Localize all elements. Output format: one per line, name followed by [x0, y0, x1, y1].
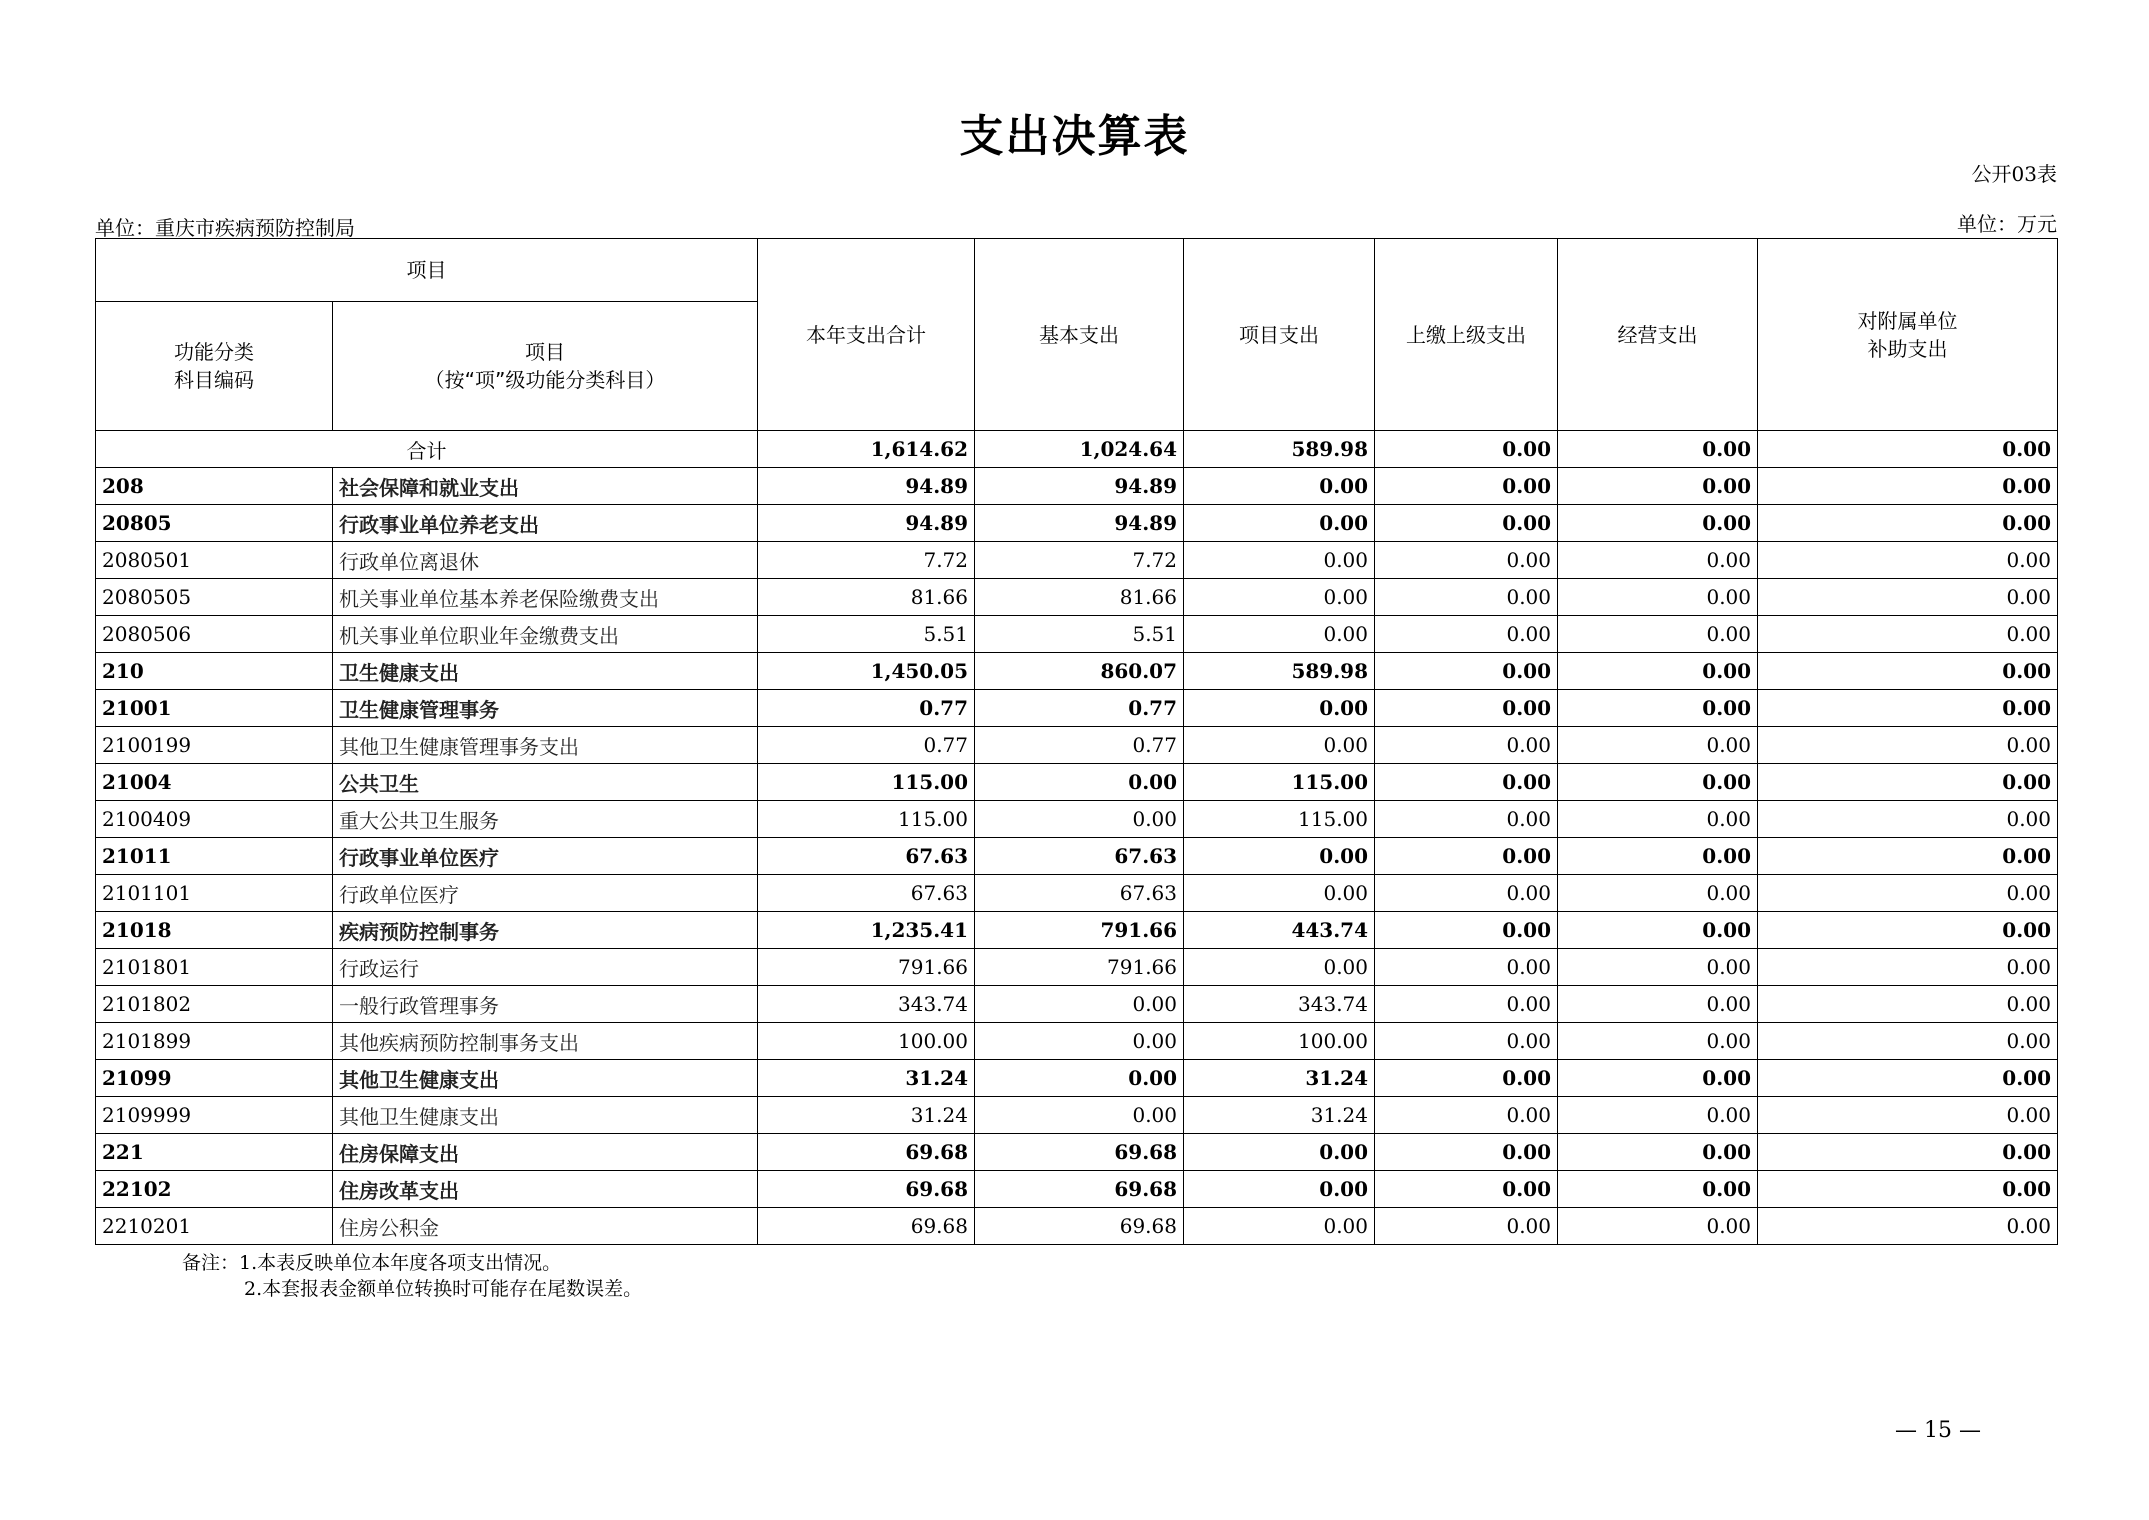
row-value: 0.00: [1375, 727, 1558, 764]
row-value: 0.77: [975, 690, 1184, 727]
row-name: 行政单位离退休: [333, 542, 758, 579]
header-code-line1: 功能分类: [174, 340, 254, 364]
row-value: 0.00: [1758, 542, 2058, 579]
row-name: 一般行政管理事务: [333, 986, 758, 1023]
row-value: 0.00: [975, 764, 1184, 801]
table-row: [96, 912, 2058, 949]
row-code: 21004: [96, 764, 333, 801]
row-code: 2210201: [96, 1208, 333, 1245]
row-value: 0.00: [1184, 505, 1375, 542]
row-value: 0.00: [975, 1097, 1184, 1134]
note-line-2: 2.本套报表金额单位转换时可能存在尾数误差。: [244, 1278, 643, 1300]
row-value: 0.00: [1375, 616, 1558, 653]
row-value: 0.00: [1758, 949, 2058, 986]
row-value: 69.68: [758, 1134, 975, 1171]
header-total: 本年支出合计: [758, 239, 975, 431]
row-value: 69.68: [975, 1171, 1184, 1208]
row-code: 21099: [96, 1060, 333, 1097]
row-name: 其他卫生健康支出: [333, 1060, 758, 1097]
row-code: 208: [96, 468, 333, 505]
row-value: 0.00: [1375, 468, 1558, 505]
row-value: 0.00: [1375, 1208, 1558, 1245]
row-value: 31.24: [1184, 1097, 1375, 1134]
row-value: 0.00: [1184, 1134, 1375, 1171]
row-value: 81.66: [975, 579, 1184, 616]
row-value: 0.00: [1375, 1097, 1558, 1134]
row-value: 0.00: [975, 1060, 1184, 1097]
row-value: 69.68: [975, 1134, 1184, 1171]
header-project: 项目: [96, 239, 758, 302]
row-value: 0.00: [1375, 912, 1558, 949]
row-value: 0.00: [1758, 653, 2058, 690]
header-business: 经营支出: [1558, 239, 1758, 431]
total-cell: 0.00: [1758, 431, 2058, 468]
row-value: 94.89: [758, 505, 975, 542]
row-value: 0.00: [1375, 801, 1558, 838]
header-subsidy-line1: 对附属单位: [1857, 308, 1958, 333]
row-code: 2101802: [96, 986, 333, 1023]
row-value: 1,235.41: [758, 912, 975, 949]
row-code: 210: [96, 653, 333, 690]
row-value: 0.00: [1758, 1023, 2058, 1060]
table-row: [96, 1171, 2058, 1208]
row-name: 疾病预防控制事务: [333, 912, 758, 949]
row-value: 0.00: [1184, 1208, 1375, 1245]
row-value: 0.00: [1558, 1023, 1758, 1060]
row-value: 0.77: [975, 727, 1184, 764]
row-value: 115.00: [1184, 801, 1375, 838]
row-value: 94.89: [975, 505, 1184, 542]
row-value: 94.89: [758, 468, 975, 505]
row-code: 21011: [96, 838, 333, 875]
row-value: 0.00: [1758, 1097, 2058, 1134]
row-name: 公共卫生: [333, 764, 758, 801]
row-value: 69.68: [975, 1208, 1184, 1245]
row-code: 20805: [96, 505, 333, 542]
row-value: 0.00: [1558, 1134, 1758, 1171]
row-value: 0.00: [1758, 505, 2058, 542]
row-value: 0.00: [1558, 468, 1758, 505]
row-value: 860.07: [975, 653, 1184, 690]
row-name: 行政事业单位养老支出: [333, 505, 758, 542]
total-cell: 0.00: [1375, 431, 1558, 468]
row-value: 0.00: [1558, 986, 1758, 1023]
row-value: 0.00: [1758, 875, 2058, 912]
row-name: 机关事业单位基本养老保险缴费支出: [333, 579, 758, 616]
reporting-unit: 单位：重庆市疾病预防控制局: [95, 216, 355, 240]
row-code: 2101801: [96, 949, 333, 986]
row-value: 81.66: [758, 579, 975, 616]
row-value: 791.66: [975, 949, 1184, 986]
total-cell: 0.00: [1558, 431, 1758, 468]
row-value: 0.00: [1375, 1060, 1558, 1097]
row-name: 行政单位医疗: [333, 875, 758, 912]
row-code: 21018: [96, 912, 333, 949]
row-name: 卫生健康管理事务: [333, 690, 758, 727]
page-number: — 15 —: [1895, 1418, 1981, 1443]
row-value: 0.00: [1375, 542, 1558, 579]
row-code: 2080501: [96, 542, 333, 579]
row-value: 0.00: [1375, 986, 1558, 1023]
row-name: 住房保障支出: [333, 1134, 758, 1171]
row-value: 0.00: [1184, 875, 1375, 912]
row-value: 0.00: [1558, 616, 1758, 653]
row-value: 0.00: [1558, 727, 1758, 764]
row-value: 0.00: [1375, 1134, 1558, 1171]
row-value: 0.00: [1558, 1208, 1758, 1245]
row-name: 行政事业单位医疗: [333, 838, 758, 875]
row-value: 1,450.05: [758, 653, 975, 690]
row-code: 2100409: [96, 801, 333, 838]
row-value: 0.00: [1184, 616, 1375, 653]
header-item: [333, 302, 758, 431]
row-value: 94.89: [975, 468, 1184, 505]
row-value: 0.00: [1758, 1208, 2058, 1245]
page-title: 支出决算表: [959, 111, 1190, 162]
row-value: 0.00: [1758, 468, 2058, 505]
row-value: 0.00: [1375, 690, 1558, 727]
row-name: 其他卫生健康支出: [333, 1097, 758, 1134]
row-value: 67.63: [758, 838, 975, 875]
header-item-line1: 项目: [525, 340, 565, 364]
row-value: 0.00: [1758, 838, 2058, 875]
form-number: 公开03表: [1971, 162, 2057, 186]
header-item-line2: （按“项”级功能分类科目）: [424, 368, 666, 392]
row-value: 0.00: [1558, 764, 1758, 801]
row-value: 115.00: [758, 801, 975, 838]
row-code: 21001: [96, 690, 333, 727]
row-value: 0.00: [975, 801, 1184, 838]
row-value: 0.00: [1758, 690, 2058, 727]
row-value: 0.00: [1758, 579, 2058, 616]
row-value: 0.00: [1758, 764, 2058, 801]
row-value: 791.66: [758, 949, 975, 986]
row-value: 0.00: [1184, 579, 1375, 616]
row-code: 2080505: [96, 579, 333, 616]
row-value: 0.00: [1558, 690, 1758, 727]
table-row: [96, 542, 2058, 579]
row-value: 0.00: [1558, 801, 1758, 838]
row-value: 0.00: [1184, 838, 1375, 875]
table-row: [96, 468, 2058, 505]
row-value: 0.00: [1558, 912, 1758, 949]
row-value: 0.00: [1758, 986, 2058, 1023]
row-value: 0.00: [1375, 1023, 1558, 1060]
total-label: 合计: [96, 431, 758, 468]
row-value: 0.77: [758, 727, 975, 764]
row-value: 0.00: [1375, 764, 1558, 801]
row-value: 67.63: [975, 875, 1184, 912]
table-row: [96, 1097, 2058, 1134]
row-value: 5.51: [975, 616, 1184, 653]
row-value: 115.00: [758, 764, 975, 801]
table-row: [96, 653, 2058, 690]
row-name: 重大公共卫生服务: [333, 801, 758, 838]
header-code-line2: 科目编码: [174, 368, 254, 392]
row-value: 0.00: [1558, 579, 1758, 616]
currency-unit: 单位：万元: [1957, 212, 2057, 236]
row-value: 31.24: [758, 1097, 975, 1134]
table-row: [96, 579, 2058, 616]
row-value: 0.00: [1375, 949, 1558, 986]
total-cell: 1,024.64: [975, 431, 1184, 468]
row-value: 31.24: [1184, 1060, 1375, 1097]
row-value: 0.00: [1375, 1171, 1558, 1208]
row-value: 443.74: [1184, 912, 1375, 949]
row-value: 31.24: [758, 1060, 975, 1097]
row-value: 589.98: [1184, 653, 1375, 690]
row-value: 7.72: [758, 542, 975, 579]
row-value: 67.63: [975, 838, 1184, 875]
row-value: 0.00: [1375, 838, 1558, 875]
row-value: 0.00: [1184, 949, 1375, 986]
table-row: [96, 690, 2058, 727]
row-value: 0.00: [1375, 505, 1558, 542]
table-row: [96, 764, 2058, 801]
row-value: 100.00: [1184, 1023, 1375, 1060]
row-value: 67.63: [758, 875, 975, 912]
header-subsidy: [1758, 239, 2058, 431]
row-code: 2100199: [96, 727, 333, 764]
row-code: 2109999: [96, 1097, 333, 1134]
table-row: [96, 1060, 2058, 1097]
table-row: [96, 616, 2058, 653]
header-project-expense: 项目支出: [1184, 239, 1375, 431]
table-row: [96, 1023, 2058, 1060]
total-cell: 589.98: [1184, 431, 1375, 468]
row-code: 22102: [96, 1171, 333, 1208]
notes: [182, 1250, 642, 1302]
row-value: 0.00: [1758, 727, 2058, 764]
row-value: 0.00: [1558, 875, 1758, 912]
row-name: 机关事业单位职业年金缴费支出: [333, 616, 758, 653]
row-value: 0.00: [1375, 579, 1558, 616]
row-name: 住房改革支出: [333, 1171, 758, 1208]
total-row: [96, 431, 2058, 468]
row-value: 343.74: [758, 986, 975, 1023]
note-line-1: 备注：1.本表反映单位本年度各项支出情况。: [182, 1252, 562, 1274]
row-name: 住房公积金: [333, 1208, 758, 1245]
row-value: 0.00: [1558, 505, 1758, 542]
row-value: 0.00: [1375, 653, 1558, 690]
header-code: [96, 302, 333, 431]
row-value: 0.00: [1184, 1171, 1375, 1208]
row-value: 5.51: [758, 616, 975, 653]
row-value: 0.00: [1758, 1171, 2058, 1208]
row-name: 其他卫生健康管理事务支出: [333, 727, 758, 764]
row-value: 0.00: [975, 986, 1184, 1023]
table-row: [96, 727, 2058, 764]
total-cell: 1,614.62: [758, 431, 975, 468]
row-value: 0.00: [1558, 653, 1758, 690]
table-row: [96, 986, 2058, 1023]
header-subsidy-line2: 补助支出: [1867, 336, 1948, 361]
row-value: 0.00: [1558, 1060, 1758, 1097]
row-value: 0.00: [1184, 468, 1375, 505]
table-row: [96, 949, 2058, 986]
header-basic: 基本支出: [975, 239, 1184, 431]
row-code: 221: [96, 1134, 333, 1171]
row-code: 2101101: [96, 875, 333, 912]
row-value: 343.74: [1184, 986, 1375, 1023]
row-name: 其他疾病预防控制事务支出: [333, 1023, 758, 1060]
row-name: 社会保障和就业支出: [333, 468, 758, 505]
row-value: 0.00: [1758, 1060, 2058, 1097]
row-value: 0.00: [1758, 616, 2058, 653]
row-value: 0.00: [1558, 949, 1758, 986]
row-value: 0.00: [1558, 838, 1758, 875]
row-value: 0.00: [1184, 690, 1375, 727]
row-value: 0.00: [1375, 875, 1558, 912]
table-row: [96, 505, 2058, 542]
row-value: 100.00: [758, 1023, 975, 1060]
row-code: 2080506: [96, 616, 333, 653]
table-row: [96, 1134, 2058, 1171]
row-value: 0.00: [1184, 542, 1375, 579]
row-value: 115.00: [1184, 764, 1375, 801]
row-value: 0.00: [1184, 727, 1375, 764]
row-name: 卫生健康支出: [333, 653, 758, 690]
table-row: [96, 801, 2058, 838]
row-value: 69.68: [758, 1171, 975, 1208]
row-value: 791.66: [975, 912, 1184, 949]
row-value: 69.68: [758, 1208, 975, 1245]
table-row: [96, 838, 2058, 875]
row-value: 0.00: [1558, 542, 1758, 579]
row-value: 0.00: [1758, 1134, 2058, 1171]
table-row: [96, 1208, 2058, 1245]
row-value: 0.00: [1558, 1171, 1758, 1208]
row-code: 2101899: [96, 1023, 333, 1060]
table-row: [96, 875, 2058, 912]
row-value: 0.00: [1758, 912, 2058, 949]
row-value: 0.00: [1558, 1097, 1758, 1134]
row-value: 7.72: [975, 542, 1184, 579]
row-value: 0.00: [1758, 801, 2058, 838]
row-name: 行政运行: [333, 949, 758, 986]
row-value: 0.77: [758, 690, 975, 727]
row-value: 0.00: [975, 1023, 1184, 1060]
header-upper: 上缴上级支出: [1375, 239, 1558, 431]
expenditure-table: [95, 238, 2058, 1245]
